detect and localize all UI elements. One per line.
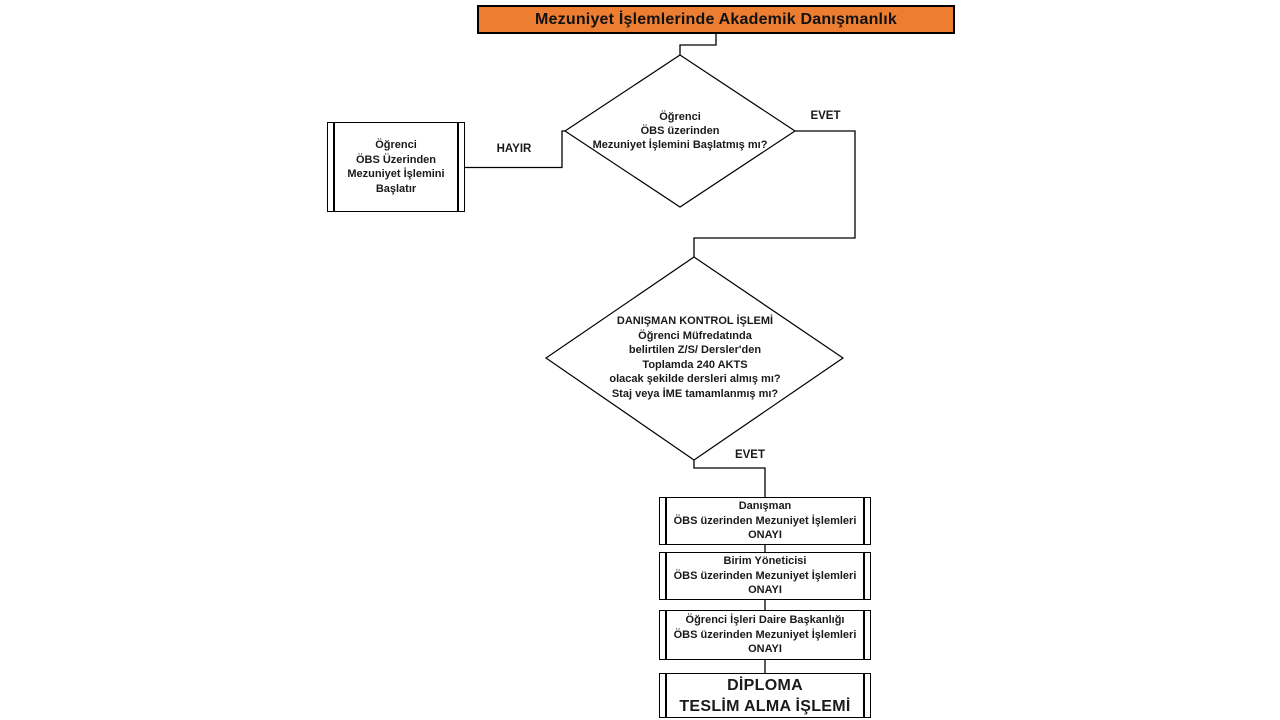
decision2-line: Öğrenci Müfredatında — [638, 329, 752, 342]
process-start-box — [327, 122, 465, 212]
approval-line: Birim Yöneticisi — [723, 555, 807, 568]
diploma-box-sideline-right — [863, 674, 865, 717]
approval-box-birim-sideline-left — [665, 553, 667, 599]
diploma-box-text — [668, 674, 862, 717]
process-start-line: Başlatır — [375, 182, 417, 195]
approval-line: ÖBS üzerinden Mezuniyet İşlemleri — [673, 514, 857, 527]
approval-line: ÖBS üzerinden Mezuniyet İşlemleri — [673, 569, 857, 582]
decision1-line: Mezuniyet İşlemini Başlatmış mı? — [592, 139, 768, 151]
approval-box-ogrenci-isleri-sideline-right — [863, 611, 865, 659]
flowchart-title-text: Mezuniyet İşlemlerinde Akademik Danışmanlık — [535, 10, 897, 28]
approval-box-birim-yoneticisi — [659, 552, 871, 600]
edge-label-evet-2: EVET — [734, 449, 766, 461]
approval-line: Danışman — [738, 500, 792, 513]
diploma-box-sideline-left — [665, 674, 667, 717]
decision1-text — [565, 110, 795, 152]
diploma-line: DİPLOMA — [727, 676, 803, 694]
approval-line: ONAYI — [748, 643, 782, 656]
approval-line: Öğrenci İşleri Daire Başkanlığı — [685, 614, 845, 627]
process-start-box-sideline-right — [457, 123, 459, 211]
approval-line: ONAYI — [748, 529, 782, 542]
approval-box-danisman — [659, 497, 871, 545]
diploma-box — [659, 673, 871, 718]
process-start-line: Öğrenci — [375, 139, 417, 151]
approval-box-birim-text — [668, 553, 862, 599]
decision2-line: olacak şekilde dersleri almış mı? — [609, 373, 781, 386]
approval-box-danisman-text — [668, 498, 862, 544]
process-start-text — [336, 123, 456, 211]
decision2-line: Staj veya İME tamamlanmış mı? — [611, 387, 779, 400]
connector-title-to-decision1 — [680, 34, 716, 56]
approval-box-ogrenci-isleri-sideline-left — [665, 611, 667, 659]
process-start-box-sideline-left — [333, 123, 335, 211]
approval-line: ONAYI — [748, 584, 782, 597]
edge-label-evet-1: EVET — [810, 110, 841, 122]
decision2-text — [570, 314, 820, 402]
approval-box-ogrenci-isleri — [659, 610, 871, 660]
approval-box-danisman-sideline-left — [665, 498, 667, 544]
decision2-line: Toplamda 240 AKTS — [642, 358, 748, 371]
approval-box-birim-sideline-right — [863, 553, 865, 599]
edge-label-hayir: HAYIR — [496, 143, 532, 155]
approval-box-danisman-sideline-right — [863, 498, 865, 544]
decision1-line: Öğrenci — [659, 111, 701, 123]
approval-line: ÖBS üzerinden Mezuniyet İşlemleri — [673, 628, 857, 641]
decision2-line: DANIŞMAN KONTROL İŞLEMİ — [616, 315, 774, 327]
flowchart-title — [477, 5, 955, 34]
approval-box-ogrenci-isleri-text — [668, 611, 862, 659]
connector-evet-2 — [694, 460, 765, 497]
decision1-line: ÖBS üzerinden — [640, 125, 720, 137]
decision2-line: belirtilen Z/S/ Dersler'den — [628, 344, 762, 357]
diploma-line: TESLİM ALMA İŞLEMİ — [679, 697, 851, 715]
process-start-line: ÖBS Üzerinden — [355, 153, 437, 166]
process-start-line: Mezuniyet İşlemini — [347, 168, 445, 180]
